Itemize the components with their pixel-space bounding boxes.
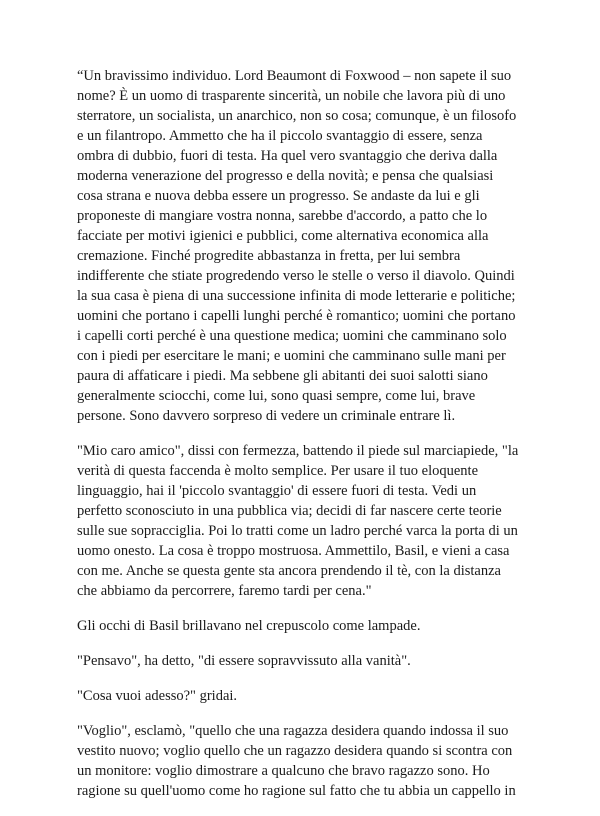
text-line: "Cosa vuoi adesso?" gridai.: [77, 688, 238, 704]
paragraph: [77, 686, 525, 706]
text-line: sulle sue sopracciglia. Poi lo tratti come un ladro perché varca la porta di un: [77, 523, 518, 539]
text-line: vestito nuovo; voglio quello che un ragazzo desidera quando si scontra con: [77, 743, 513, 759]
text-line: ombra di dubbio, fuori di testa. Ha quel vero svantaggio che deriva dalla: [77, 148, 498, 164]
text-line: nome? È un uomo di trasparente sincerità, un nobile che lavora più di uno: [77, 88, 506, 104]
paragraph: [77, 441, 525, 601]
paragraph: [77, 651, 525, 671]
text-line: proponeste di mangiare vostra nonna, sarebbe d'accordo, a patto che lo: [77, 208, 488, 224]
text-line: un monitore: voglio dimostrare a qualcuno che bravo ragazzo sono. Ho: [77, 763, 490, 779]
text-line: uomo onesto. La cosa è troppo mostruosa. Ammettilo, Basil, e vieni a casa: [77, 543, 510, 559]
text-line: persone. Sono davvero sorpreso di vedere un criminale entrare lì.: [77, 408, 456, 424]
text-line: cosa strana e nuova debba essere un progresso. Se andaste da lui e gli: [77, 188, 480, 204]
text-line: perfetto sconosciuto in una pubblica via; decidi di far nascere certe teorie: [77, 503, 502, 519]
text-line: uomini che portano i capelli lunghi perché è romantico; uomini che portano: [77, 308, 516, 324]
text-line: indifferente che stiate progredendo verso le stelle o verso il diavolo. Quindi: [77, 268, 515, 284]
text-line: ragione su quell'uomo come ho ragione sul fatto che tu abbia un cappello in: [77, 783, 516, 799]
text-line: sterratore, un socialista, un anarchico, non so cosa; comunque, è un filosofo: [77, 108, 517, 124]
text-line: “Un bravissimo individuo. Lord Beaumont di Foxwood – non sapete il suo: [77, 68, 512, 84]
text-line: cremazione. Finché progredite abbastanza in fretta, per lui sembra: [77, 248, 461, 264]
text-line: e un filantropo. Ammetto che ha il piccolo svantaggio di essere, senza: [77, 128, 483, 144]
paragraph: [77, 721, 525, 801]
text-line: "Mio caro amico", dissi con fermezza, battendo il piede sul marciapiede, "la: [77, 443, 519, 459]
text-line: generalmente sciocchi, come lui, sono quasi sempre, come lui, brave: [77, 388, 476, 404]
text-line: i capelli corti perché è una questione medica; uomini che camminano solo: [77, 328, 507, 344]
text-line: "Pensavo", ha detto, "di essere sopravvissuto alla vanità".: [77, 653, 411, 669]
text-line: verità di questa faccenda è molto semplice. Per usare il tuo eloquente: [77, 463, 479, 479]
paragraph: [77, 66, 525, 426]
text-line: moderna venerazione del progresso e della novità; e pensa che qualsiasi: [77, 168, 494, 184]
text-line: linguaggio, hai il 'piccolo svantaggio' di essere fuori di testa. Vedi un: [77, 483, 477, 499]
text-line: con me. Anche se questa gente sta ancora prendendo il tè, con la distanza: [77, 563, 501, 579]
paragraph: [77, 616, 525, 636]
text-line: che abbiamo da percorrere, faremo tardi per cena.": [77, 583, 372, 599]
text-line: la sua casa è piena di una successione infinita di mode letterarie e politiche;: [77, 288, 516, 304]
text-line: con i piedi per esercitare le mani; e uomini che camminano sulle mani per: [77, 348, 506, 364]
text-line: paura di affaticare i piedi. Ma sebbene gli abitanti dei suoi salotti siano: [77, 368, 488, 384]
document-body: [77, 66, 525, 816]
text-line: facciate per motivi igienici e pubblici, come alternativa economica alla: [77, 228, 489, 244]
text-line: Gli occhi di Basil brillavano nel crepuscolo come lampade.: [77, 618, 421, 634]
text-line: "Voglio", esclamò, "quello che una ragazza desidera quando indossa il suo: [77, 723, 509, 739]
